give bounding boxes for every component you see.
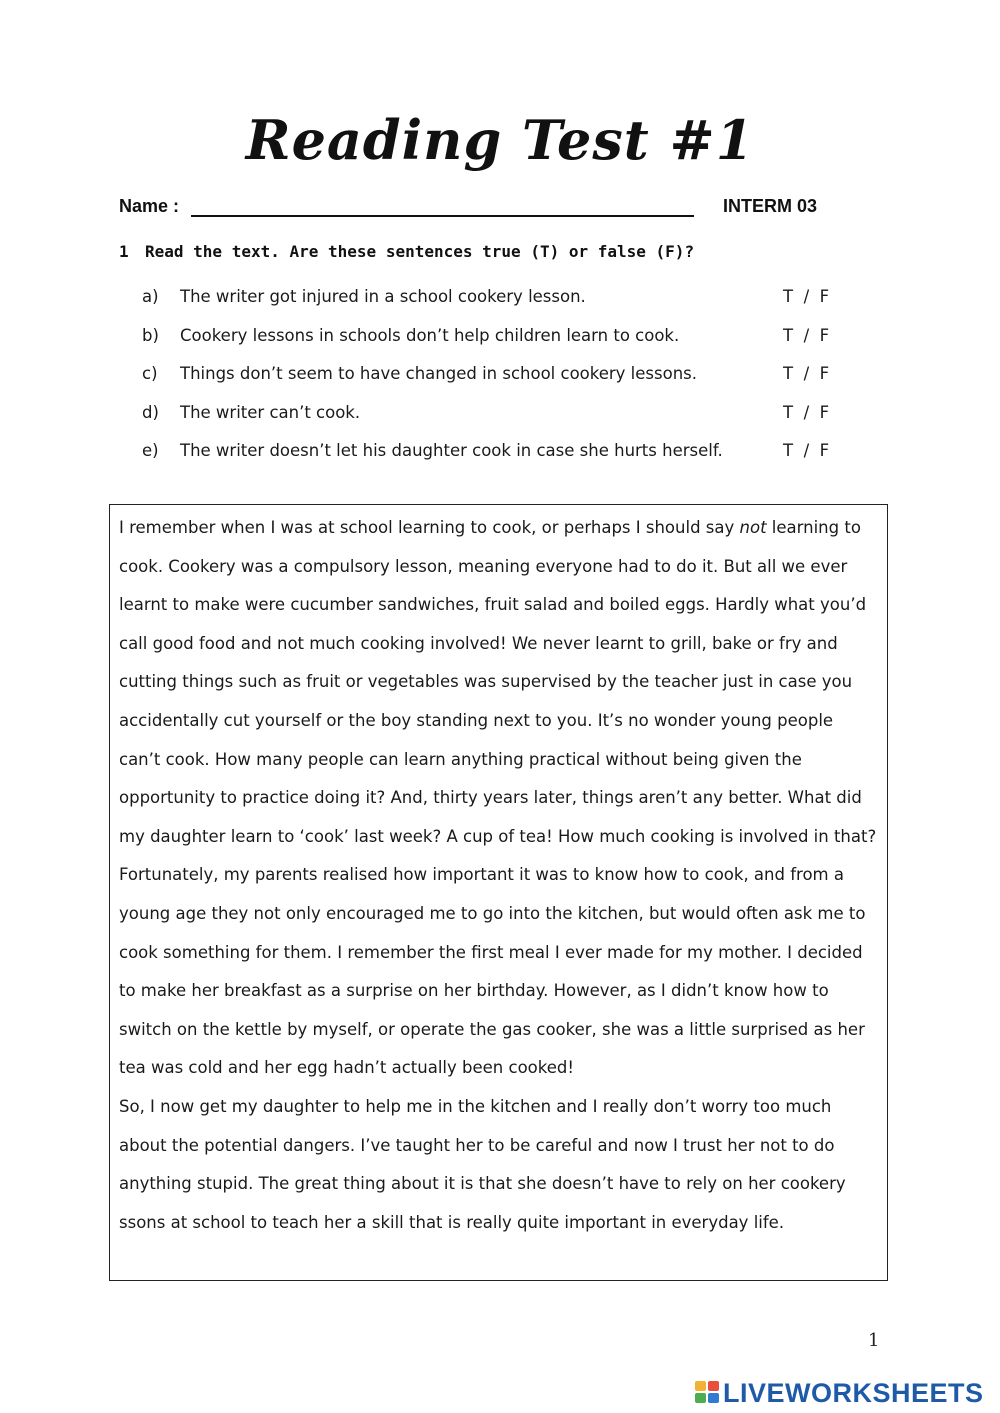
item-statement: Cookery lessons in schools don’t help children learn to cook. — [180, 325, 680, 345]
item-statement: The writer got injured in a school cookery lesson. — [180, 287, 586, 306]
item-letter: d) — [142, 402, 159, 422]
true-false-choice[interactable]: T / F — [783, 325, 830, 345]
list-item — [142, 364, 862, 403]
item-letter: a) — [142, 287, 159, 306]
passage-text: I remember when I was at school learning to cook, or perhaps I should say — [119, 518, 740, 537]
logo-text: LIVEWORKSHEETS — [723, 1378, 984, 1408]
name-label: Name : — [119, 196, 180, 216]
true-false-choice[interactable]: T / F — [783, 287, 830, 306]
question-number: 1 — [119, 242, 129, 261]
reading-passage-box — [109, 504, 888, 1281]
level-label: INTERM 03 — [723, 196, 818, 216]
item-statement: Things don’t seem to have changed in school cookery lessons. — [180, 364, 698, 383]
question-instruction — [119, 242, 694, 261]
true-false-choice[interactable]: T / F — [783, 402, 830, 422]
true-false-choice[interactable]: T / F — [783, 441, 830, 460]
item-letter: e) — [142, 441, 159, 460]
name-input-line[interactable] — [191, 215, 694, 217]
list-item — [142, 326, 862, 365]
instruction-text: Read the text. Are these sentences true (T) or false (F)? — [145, 242, 695, 261]
item-statement: The writer doesn’t let his daughter cook in case she hurts herself. — [180, 441, 723, 460]
list-item — [142, 441, 862, 480]
liveworksheets-logo — [695, 1378, 995, 1408]
passage-emphasis: not — [739, 518, 767, 537]
true-false-choice[interactable]: T / F — [783, 364, 830, 383]
page-title: Reading Test #1 — [245, 108, 755, 172]
name-row — [119, 196, 839, 222]
item-statement: The writer can’t cook. — [180, 402, 361, 422]
true-false-list — [142, 287, 862, 480]
passage-paragraph-2: Fortunately, my parents realised how important it was to know how to cook, and from a young age they not only encouraged me to go into the kitchen, but would often ask me to cook something for them. I remember the first meal I ever made for my mother. I decided to make her breakfast as a surprise on her birthday. However, as I didn’t know how to switch on the kettle by myself, or operate the gas cooker, she was a little surprised as her tea was cold and her egg hadn’t actually been cooked! — [119, 865, 866, 1078]
logo-mark-icon — [695, 1381, 721, 1405]
page-number: 1 — [868, 1330, 880, 1351]
passage-paragraph-1 — [119, 509, 879, 856]
item-letter: b) — [142, 325, 159, 345]
list-item — [142, 403, 862, 442]
passage-text: learning to cook. Cookery was a compulsory lesson, meaning everyone had to do it. But all we ever learnt to make were cucumber sandwiches, fruit salad and boiled eggs. Hardly what you’d call good food and not much cooking involved! We never learnt to grill, bake or fry and cutting things such as fruit or vegetables was supervised by the teacher just in case you accidentally cut yourself or the boy standing next to you. It’s no wonder young people can’t cook. How many people can learn anything practical without being given the opportunity to practice doing it? And, thirty years later, things aren’t any better. What did my daughter learn to ‘cook’ last week? A cup of tea! How much cooking is involved in that? — [119, 518, 877, 846]
item-letter: c) — [142, 364, 158, 383]
passage-paragraph-3: So, I now get my daughter to help me in the kitchen and I really don’t worry too much about the potential dangers. I’ve taught her to be careful and now I trust her not to do anything stupid. The great thing about it is that she doesn’t have to rely on her cookery ssons at school to teach her a skill that is really quite important in everyday life. — [119, 1096, 846, 1232]
list-item — [142, 287, 862, 326]
